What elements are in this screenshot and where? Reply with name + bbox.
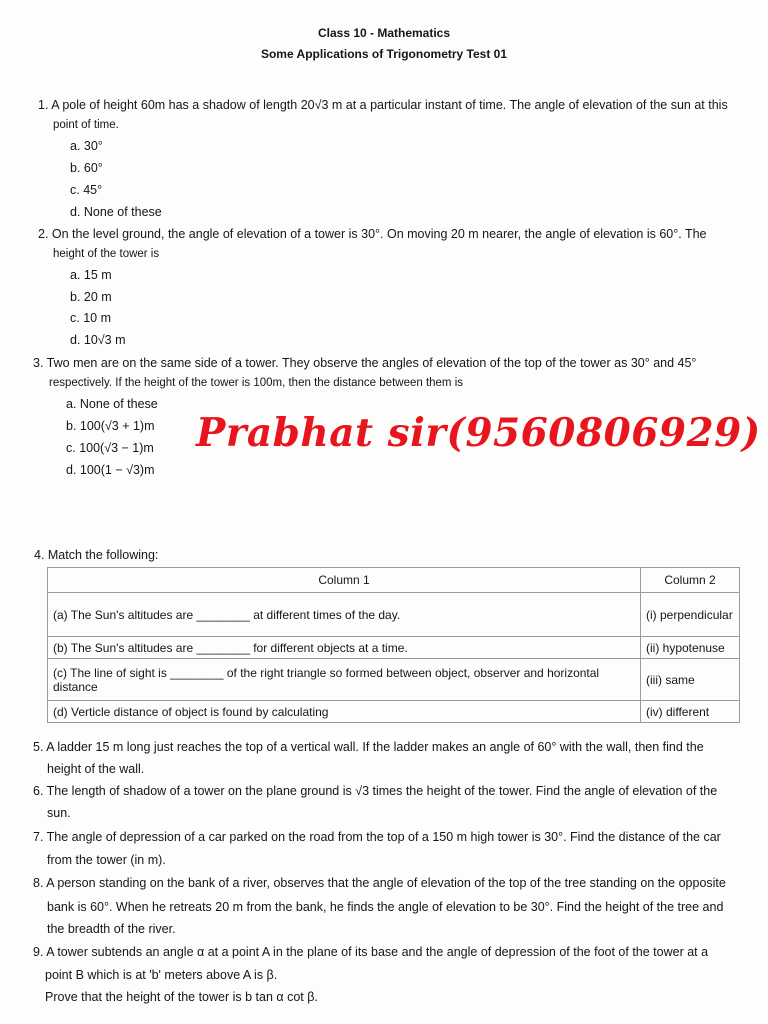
- question-1-option-c: c. 45°: [70, 183, 103, 197]
- question-2-text: 2. On the level ground, the angle of elevation of a tower is 30°. On moving 20 m nearer, the angle of elevation is 60°. The: [38, 227, 707, 241]
- table-row: [48, 701, 740, 723]
- question-1-text-cont: point of time.: [53, 119, 119, 131]
- question-3-text: 3. Two men are on the same side of a tower. They observe the angles of elevation of the top of the tower as 30° and 45°: [33, 356, 697, 370]
- question-6-text: 6. The length of shadow of a tower on the plane ground is √3 times the height of the tower. Find the angle of elevation of the: [33, 784, 718, 798]
- question-2-option-a: a. 15 m: [70, 268, 112, 282]
- row-c-column-1: (c) The line of sight is ________ of the right triangle so formed between object, observer and horizontal distance: [48, 659, 641, 701]
- table-row: [48, 593, 740, 637]
- question-2-text-cont: height of the tower is: [53, 248, 160, 260]
- question-1-option-d: d. None of these: [70, 205, 162, 219]
- row-b-column-1: (b) The Sun's altitudes are ________ for different objects at a time.: [48, 637, 641, 659]
- question-5-text-cont: height of the wall.: [47, 762, 145, 776]
- row-a-column-2: (i) perpendicular: [641, 593, 740, 637]
- question-2-option-c: c. 10 m: [70, 311, 111, 325]
- question-7-text: 7. The angle of depression of a car parked on the road from the top of a 150 m high tower is 30°. Find the distance of the car: [33, 830, 721, 844]
- question-3-option-a: a. None of these: [66, 397, 158, 411]
- question-2-option-b: b. 20 m: [70, 290, 112, 304]
- question-8-text-cont: bank is 60°. When he retreats 20 m from the bank, he finds the angle of elevation to be 30°. Find the height of the tree and: [47, 900, 724, 914]
- watermark: Prabhat sir(9560806929): [196, 410, 761, 456]
- question-3-option-c: c. 100(√3 − 1)m: [66, 441, 154, 455]
- column-1-header: Column 1: [48, 568, 641, 593]
- question-3-option-b: b. 100(√3 + 1)m: [66, 419, 155, 433]
- row-c-column-2: (iii) same: [641, 659, 740, 701]
- question-4-title: 4. Match the following:: [34, 548, 159, 562]
- question-9-text-cont: point B which is at 'b' meters above A is β.: [45, 968, 278, 982]
- match-table: [47, 567, 740, 723]
- row-b-column-2: (ii) hypotenuse: [641, 637, 740, 659]
- page-title: Class 10 - Mathematics: [317, 26, 451, 40]
- question-5-text: 5. A ladder 15 m long just reaches the top of a vertical wall. If the ladder makes an angle of 60° with the wall, then find the: [33, 740, 704, 754]
- table-row: [48, 637, 740, 659]
- row-d-column-2: (iv) different: [641, 701, 740, 723]
- question-7-text-cont: from the tower (in m).: [47, 853, 166, 867]
- question-8-text: 8. A person standing on the bank of a river, observes that the angle of elevation of the top of the tree standing on the opposite: [33, 876, 726, 890]
- question-2-option-d: d. 10√3 m: [70, 333, 126, 347]
- question-9-text: 9. A tower subtends an angle α at a point A in the plane of its base and the angle of depression of the foot of the tower at a: [33, 945, 709, 959]
- row-d-column-1: (d) Verticle distance of object is found by calculating: [48, 701, 641, 723]
- table-row: [48, 659, 740, 701]
- table-header-row: [48, 568, 740, 593]
- question-1-option-b: b. 60°: [70, 161, 103, 175]
- question-9-text-cont-2: Prove that the height of the tower is b tan α cot β.: [45, 990, 318, 1004]
- column-2-header: Column 2: [641, 568, 740, 593]
- question-8-text-cont-2: the breadth of the river.: [47, 922, 176, 936]
- row-a-column-1: (a) The Sun's altitudes are ________ at different times of the day.: [48, 593, 641, 637]
- test-subtitle: Some Applications of Trigonometry Test 01: [260, 47, 508, 61]
- question-3-text-cont: respectively. If the height of the tower is 100m, then the distance between them is: [49, 377, 464, 389]
- question-3-option-d: d. 100(1 − √3)m: [66, 463, 155, 477]
- question-1-text: 1. A pole of height 60m has a shadow of length 20√3 m at a particular instant of time. The angle of elevation of the sun at this: [38, 98, 728, 112]
- question-1-option-a: a. 30°: [70, 139, 103, 153]
- question-6-text-cont: sun.: [47, 806, 71, 820]
